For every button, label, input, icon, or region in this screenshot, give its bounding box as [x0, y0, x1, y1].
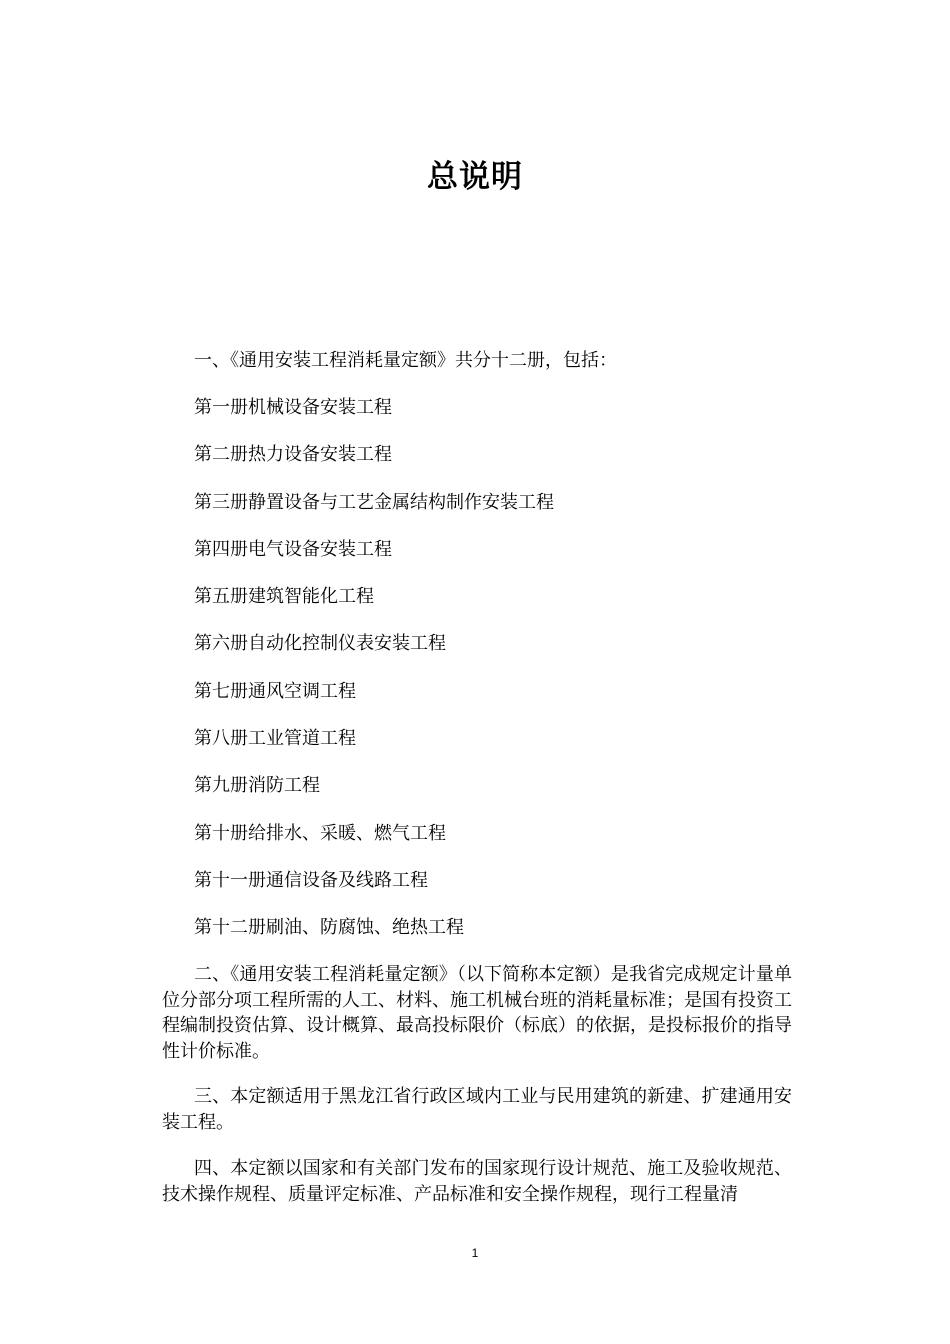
- volume-item: 第五册建筑智能化工程: [194, 586, 374, 608]
- volume-item: 第十一册通信设备及线路工程: [194, 869, 428, 891]
- volume-item: 第十二册刷油、防腐蚀、绝热工程: [194, 917, 464, 939]
- volume-item: 第八册工业管道工程: [194, 728, 356, 750]
- volume-item: 第七册通风空调工程: [194, 680, 356, 702]
- volume-item: 第九册消防工程: [194, 775, 320, 797]
- volume-item: 第二册热力设备安装工程: [194, 444, 392, 466]
- document-title: 总说明: [427, 159, 523, 195]
- volume-item: 第十册给排水、采暖、燃气工程: [194, 822, 446, 844]
- page-number: 1: [471, 1246, 479, 1260]
- volume-item: 第三册静置设备与工艺金属结构制作安装工程: [194, 491, 554, 513]
- paragraph-basis: 四、本定额以国家和有关部门发布的国家现行设计规范、施工及验收规范、技术操作规程、质量评定标准、产品标准和安全操作规程，现行工程量清: [162, 1158, 792, 1205]
- paragraph-scope: 二、《通用安装工程消耗量定额》（以下简称本定额）是我省完成规定计量单位分部分项工程所需的人工、材料、施工机械台班的消耗量标准；是国有投资工程编制投资估算、设计概算、最高投标限价（标底）的依据，是投标报价的指导性计价标准。: [162, 964, 792, 1062]
- volume-item: 第六册自动化控制仪表安装工程: [194, 633, 446, 655]
- paragraph-applicability: 三、本定额适用于黑龙江省行政区域内工业与民用建筑的新建、扩建通用安装工程。: [162, 1086, 792, 1133]
- volume-item: 第一册机械设备安装工程: [194, 397, 392, 418]
- volume-list: [194, 394, 554, 962]
- intro-paragraph: 一、《通用安装工程消耗量定额》共分十二册，包括：: [194, 350, 617, 371]
- volume-item: 第四册电气设备安装工程: [194, 538, 392, 560]
